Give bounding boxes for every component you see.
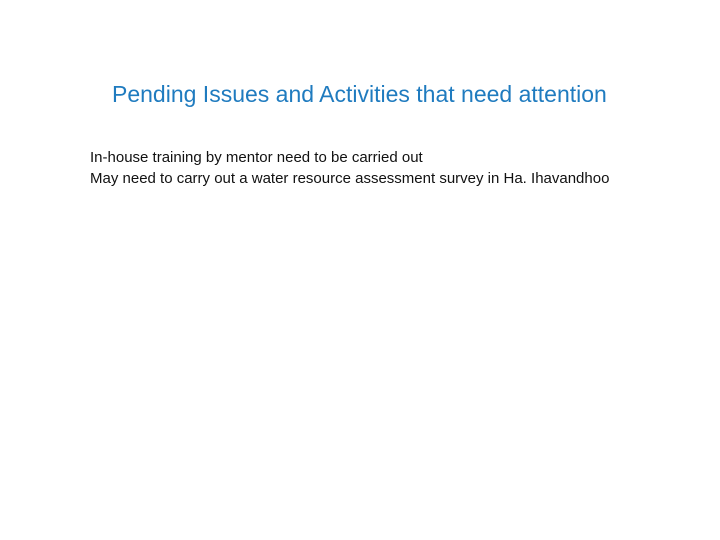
bullet-item: In-house training by mentor need to be carried out xyxy=(90,149,423,166)
bullet-item: May need to carry out a water resource assessment survey in Ha. Ihavandhoo xyxy=(90,170,610,187)
bullet-list xyxy=(90,147,710,189)
slide-title: Pending Issues and Activities that need attention xyxy=(112,81,607,107)
